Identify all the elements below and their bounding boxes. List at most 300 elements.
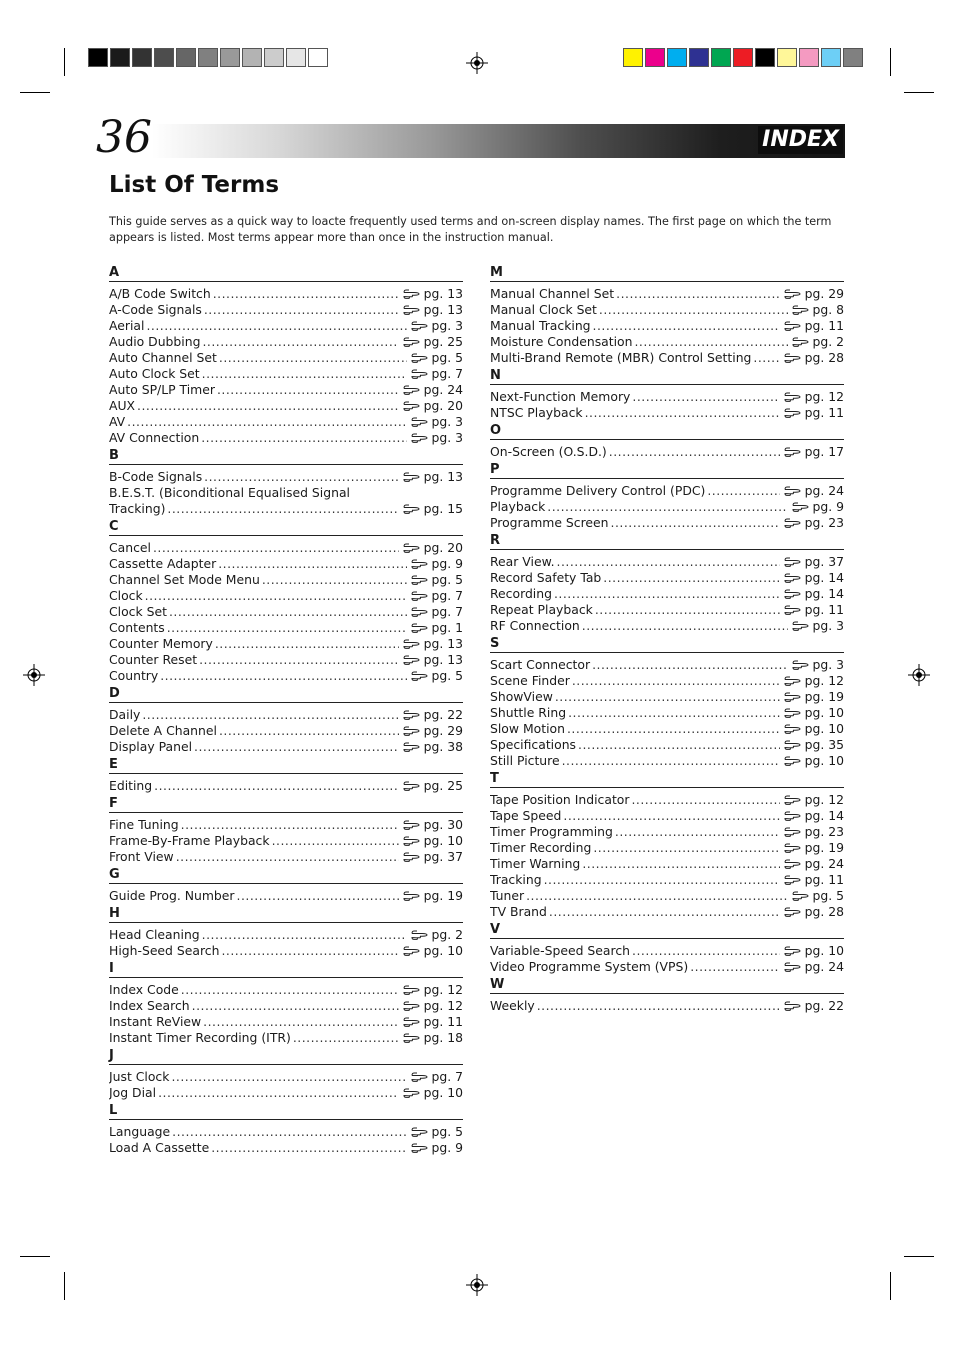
index-entry [109,572,463,588]
entry-term: Auto SP/LP Timer [109,382,215,397]
entry-term: AUX [109,398,136,413]
page-reference [780,998,844,1014]
index-entry [490,334,844,350]
index-section [490,263,844,366]
entry-term: Timer Recording [490,840,592,855]
pointing-hand-icon [403,1001,420,1011]
dot-leader [557,554,780,570]
page-reference [407,1140,464,1156]
index-entry [109,485,463,517]
color-swatch [645,48,665,67]
page-reference [780,673,844,689]
page-reference [399,778,463,794]
page-reference [407,556,464,572]
index-entry [490,302,844,318]
page-reference [407,604,464,620]
index-entry [490,959,844,975]
index-entry [490,602,844,618]
index-entry [109,556,463,572]
dot-leader [554,586,780,602]
color-swatch [821,48,841,67]
pointing-hand-icon [792,621,809,631]
page-number-ref: pg. 5 [431,668,463,683]
entry-term: Frame-By-Frame Playback [109,833,270,848]
dot-leader [582,856,779,872]
page-reference [407,430,464,446]
page-number-ref: pg. 10 [804,721,844,736]
entry-term: NTSC Playback [490,405,583,420]
page-reference [780,586,844,602]
index-section [109,755,463,794]
crop-mark [904,92,934,93]
page-number-ref: pg. 9 [812,499,844,514]
pointing-hand-icon [784,962,801,972]
dot-leader [204,469,398,485]
page-reference [399,723,463,739]
index-entry [490,856,844,872]
dot-leader [127,414,406,430]
dot-leader [202,927,407,943]
page-number-ref: pg. 19 [423,888,463,903]
page-number-ref: pg. 13 [423,286,463,301]
page-number-ref: pg. 14 [804,570,844,585]
entry-term: Tape Speed [490,808,562,823]
dot-leader [192,998,399,1014]
index-entry [490,657,844,673]
entry-term: Scene Finder [490,673,570,688]
entry-term: Timer Programming [490,824,613,839]
index-entry [490,840,844,856]
index-entry [490,689,844,705]
entry-term: Programme Screen [490,515,609,530]
page-number-ref: pg. 12 [423,998,463,1013]
dot-leader [217,382,399,398]
section-letter: G [109,865,463,884]
page-reference [399,636,463,652]
page-reference [780,602,844,618]
pointing-hand-icon [403,504,420,514]
index-section [490,634,844,769]
intro-paragraph: This guide serves as a quick way to loacte frequently used terms and on-screen display names. The first page on which the term appears is listed. Most terms appear more than once in the instruction manual. [109,215,832,244]
dot-leader [592,657,787,673]
dot-leader [593,840,779,856]
color-swatch [176,48,196,67]
page-reference [399,833,463,849]
page-number-ref: pg. 11 [804,872,844,887]
index-entry [109,302,463,318]
index-column-right [490,263,844,1014]
pointing-hand-icon [403,781,420,791]
page-number-ref: pg. 10 [423,943,463,958]
page-reference [407,350,464,366]
entry-term: Channel Set Mode Menu [109,572,260,587]
page-reference [399,1030,463,1046]
dot-leader [167,620,407,636]
dot-leader [145,588,407,604]
entry-term: Rear View. [490,554,555,569]
index-entry [490,515,844,531]
index-entry [109,588,463,604]
pointing-hand-icon [792,305,809,315]
page-number-ref: pg. 18 [423,1030,463,1045]
registration-mark-icon [466,1274,488,1296]
entry-term: ShowView [490,689,553,704]
page-reference [780,483,844,499]
section-letter: L [109,1101,463,1120]
page-reference [407,620,464,636]
dot-leader [137,398,399,414]
entry-term: Weekly [490,998,535,1013]
pointing-hand-icon [403,852,420,862]
dot-leader [204,302,399,318]
color-swatch [623,48,643,67]
page-number-ref: pg. 25 [423,778,463,793]
pointing-hand-icon [784,518,801,528]
pointing-hand-icon [784,811,801,821]
dot-leader [572,673,780,689]
color-swatch [220,48,240,67]
page-number-ref: pg. 38 [423,739,463,754]
page-number-ref: pg. 12 [423,982,463,997]
pointing-hand-icon [403,836,420,846]
entry-term: Playback [490,499,546,514]
entry-term: Daily [109,707,141,722]
dot-leader [526,888,787,904]
index-entry [109,398,463,414]
entry-term: Multi-Brand Remote (MBR) Control Setting [490,350,752,365]
dot-leader [568,705,780,721]
index-entry [109,943,463,959]
pointing-hand-icon [784,724,801,734]
entry-term: RF Connection [490,618,580,633]
page-number-ref: pg. 5 [431,1124,463,1139]
page-reference [407,927,464,943]
page-number-ref: pg. 5 [431,350,463,365]
page-reference [780,792,844,808]
entry-term: Manual Tracking [490,318,591,333]
index-entry [490,570,844,586]
index-section [109,263,463,446]
color-swatch [799,48,819,67]
page-number-ref: pg. 29 [423,723,463,738]
page-number-ref: pg. 10 [423,1085,463,1100]
page-number-ref: pg. 17 [804,444,844,459]
pointing-hand-icon [784,907,801,917]
index-entry [490,753,844,769]
registration-mark-icon [908,664,930,686]
page-reference [788,334,845,350]
pointing-hand-icon [411,591,428,601]
page-number-ref: pg. 30 [423,817,463,832]
color-swatch [711,48,731,67]
index-entry [109,707,463,723]
index-entry [109,540,463,556]
header-gradient-bar [152,124,845,158]
section-letter: N [490,366,844,385]
index-entry [490,444,844,460]
entry-term: Index Search [109,998,190,1013]
page-reference [407,366,464,382]
section-letter: R [490,531,844,550]
pointing-hand-icon [784,946,801,956]
dot-leader [167,501,398,517]
entry-term: Auto Channel Set [109,350,217,365]
entry-term: Counter Reset [109,652,198,667]
section-letter: B [109,446,463,465]
pointing-hand-icon [411,1127,428,1137]
section-letter: H [109,904,463,923]
index-entry [490,808,844,824]
page-number-ref: pg. 13 [423,636,463,651]
index-entry [109,430,463,446]
dot-leader [181,982,399,998]
pointing-hand-icon [403,385,420,395]
page-reference [407,1124,464,1140]
page-number-ref: pg. 7 [431,1069,463,1084]
color-swatch [308,48,328,67]
index-entry [109,1085,463,1101]
entry-term: Repeat Playback [490,602,593,617]
pointing-hand-icon [411,623,428,633]
entry-term: Instant Timer Recording (ITR) [109,1030,291,1045]
color-swatch [154,48,174,67]
color-swatch [733,48,753,67]
page-number-ref: pg. 15 [423,501,463,516]
index-section [109,517,463,684]
page-number-ref: pg. 14 [804,586,844,601]
index-entry [490,499,844,515]
dot-leader [537,998,780,1014]
page-number-ref: pg. 5 [431,572,463,587]
pointing-hand-icon [411,1143,428,1153]
page-number-ref: pg. 7 [431,366,463,381]
entry-term: Editing [109,778,153,793]
section-letter: F [109,794,463,813]
entry-term: Just Clock [109,1069,170,1084]
index-entry [109,334,463,350]
index-entry [490,586,844,602]
entry-term-continued: Tracking) [109,501,166,516]
page-reference [780,737,844,753]
pointing-hand-icon [784,756,801,766]
index-entry [490,286,844,302]
index-section [109,959,463,1046]
pointing-hand-icon [411,369,428,379]
page-reference [399,501,463,517]
index-entry [109,286,463,302]
pointing-hand-icon [784,843,801,853]
pointing-hand-icon [784,859,801,869]
dot-leader [549,904,780,920]
page-number-ref: pg. 2 [431,927,463,942]
page-number-ref: pg. 13 [423,302,463,317]
page-reference [399,398,463,414]
index-entry [109,1124,463,1140]
dot-leader [142,707,398,723]
entry-term: Auto Clock Set [109,366,200,381]
index-section [109,794,463,865]
pointing-hand-icon [403,710,420,720]
index-entry [109,604,463,620]
index-section [490,366,844,421]
entry-term: A-Code Signals [109,302,202,317]
dot-leader [293,1030,399,1046]
color-swatch [755,48,775,67]
index-section [490,769,844,920]
dot-leader [221,943,398,959]
index-entry [490,904,844,920]
pointing-hand-icon [784,708,801,718]
index-entry [109,817,463,833]
page-reference [780,872,844,888]
entry-term: Scart Connector [490,657,591,672]
dot-leader [632,943,780,959]
dot-leader [615,824,780,840]
entry-term: Front View [109,849,174,864]
index-entry [490,350,844,366]
entry-term: High-Seed Search [109,943,220,958]
section-letter: W [490,975,844,994]
crop-mark [20,1256,50,1257]
pointing-hand-icon [403,543,420,553]
entry-term: Recording [490,586,552,601]
pointing-hand-icon [784,486,801,496]
section-letter: T [490,769,844,788]
crop-mark [904,1256,934,1257]
dot-leader [631,792,779,808]
color-swatch [242,48,262,67]
page-reference [399,1085,463,1101]
entry-term: Variable-Speed Search [490,943,630,958]
page-reference [407,572,464,588]
dot-leader [555,689,780,705]
index-section [109,1101,463,1156]
pointing-hand-icon [792,891,809,901]
dot-leader [547,499,787,515]
dot-leader [169,604,407,620]
index-entry [109,652,463,668]
dot-leader [171,1069,406,1085]
pointing-hand-icon [411,575,428,585]
index-entry [109,998,463,1014]
page-reference [788,888,845,904]
entry-term: B-Code Signals [109,469,203,484]
page-number-ref: pg. 11 [804,602,844,617]
index-entry [109,382,463,398]
pointing-hand-icon [784,875,801,885]
entry-term: Jog Dial [109,1085,157,1100]
page-reference [780,904,844,920]
index-entry [109,833,463,849]
page-reference [399,707,463,723]
index-section [109,684,463,755]
crop-mark [20,92,50,93]
page-number-ref: pg. 10 [804,705,844,720]
index-section [490,920,844,975]
color-swatch [264,48,284,67]
page-number-ref: pg. 20 [423,398,463,413]
page-reference [399,998,463,1014]
page-number-ref: pg. 13 [423,652,463,667]
entry-term: Load A Cassette [109,1140,210,1155]
index-entry [490,792,844,808]
entry-term: AV Connection [109,430,200,445]
entry-term: Next-Function Memory [490,389,631,404]
index-entry [490,554,844,570]
page-reference [780,554,844,570]
index-entry [490,618,844,634]
pointing-hand-icon [403,985,420,995]
index-entry [490,673,844,689]
pointing-hand-icon [784,447,801,457]
entry-term: On-Screen (O.S.D.) [490,444,607,459]
page-number-ref: pg. 9 [431,1140,463,1155]
page-reference [780,808,844,824]
page-number-ref: pg. 3 [812,657,844,672]
pointing-hand-icon [403,1017,420,1027]
index-entry [109,414,463,430]
pointing-hand-icon [411,930,428,940]
page-number-ref: pg. 11 [804,405,844,420]
color-swatch [88,48,108,67]
dot-leader [146,318,406,334]
index-section [490,460,844,531]
entry-term: TV Brand [490,904,547,919]
page-number-ref: pg. 8 [812,302,844,317]
index-entry [109,620,463,636]
index-entry [109,1014,463,1030]
page-number-ref: pg. 11 [423,1014,463,1029]
page-number-ref: pg. 12 [804,389,844,404]
crop-mark [64,48,65,76]
dot-leader [219,350,407,366]
pointing-hand-icon [411,353,428,363]
index-entry [490,389,844,405]
pointing-hand-icon [411,417,428,427]
entry-term: Still Picture [490,753,560,768]
page-reference [780,840,844,856]
entry-term: Contents [109,620,165,635]
dot-leader [213,286,399,302]
section-letter: I [109,959,463,978]
dot-leader [562,753,780,769]
entry-term: Tape Position Indicator [490,792,630,807]
entry-term: Timer Warning [490,856,581,871]
pointing-hand-icon [403,401,420,411]
page-number-ref: pg. 2 [812,334,844,349]
page-number-ref: pg. 7 [431,588,463,603]
section-letter: J [109,1046,463,1065]
entry-term: Shuttle Ring [490,705,567,720]
pointing-hand-icon [784,827,801,837]
entry-term: Video Programme System (VPS) [490,959,689,974]
dot-leader [215,636,399,652]
pointing-hand-icon [784,408,801,418]
section-letter: V [490,920,844,939]
pointing-hand-icon [411,433,428,443]
page-number-ref: pg. 24 [423,382,463,397]
page-number-ref: pg. 12 [804,792,844,807]
index-entry [109,366,463,382]
page-reference [780,444,844,460]
page-reference [399,849,463,865]
page-title: List Of Terms [109,172,280,198]
pointing-hand-icon [784,573,801,583]
section-letter: M [490,263,844,282]
dot-leader [194,739,399,755]
page-reference [780,350,844,366]
page-reference [780,515,844,531]
